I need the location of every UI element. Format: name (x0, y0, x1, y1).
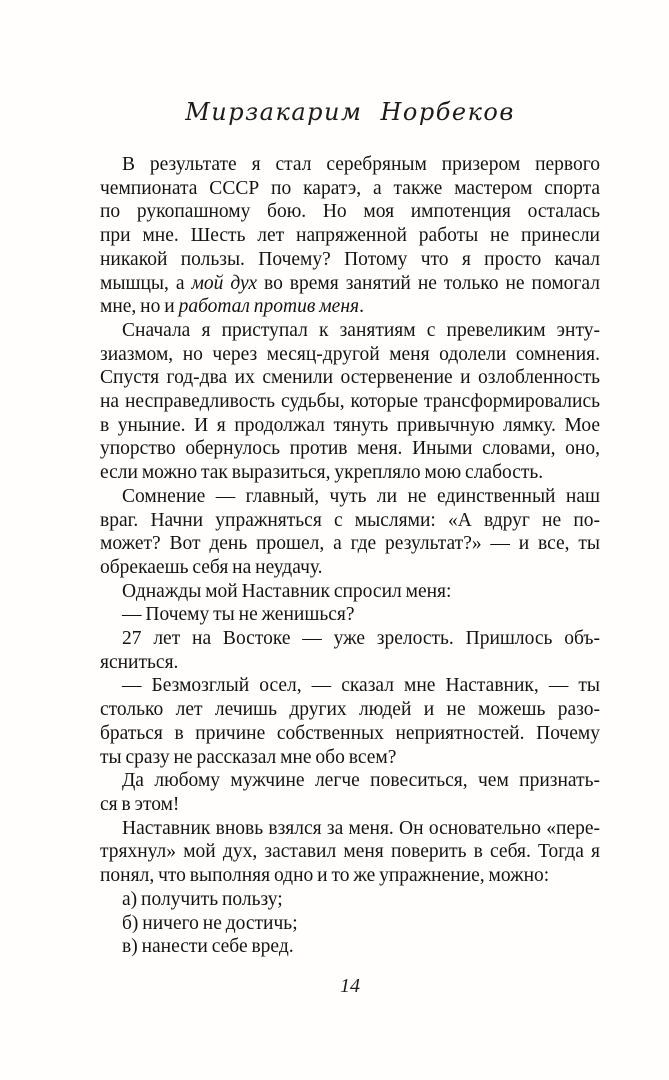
text-line (100, 153, 600, 177)
text-line (100, 224, 600, 248)
text-segment: при мне. Шесть лет напряженной работы не принесли (100, 225, 600, 247)
text-line (100, 746, 600, 770)
text-segment: понял, что выполняя одно и то же упражнение, можно: (100, 865, 550, 887)
text-segment: ты сразу не рассказал мне обо всем? (100, 746, 397, 768)
text-line (100, 840, 600, 864)
text-line (100, 319, 600, 343)
text-segment: столько лет лечишь других людей и не можешь разо- (100, 699, 600, 721)
text-segment: тряхнул» мой дух, заставил меня поверить в себя. Тогда я (100, 841, 600, 863)
text-line (100, 864, 600, 888)
text-line (100, 414, 600, 438)
text-segment: Да любому мужчине легче повеситься, чем признать- (122, 770, 600, 792)
text-segment: если можно так выразиться, укрепляло мою слабость. (100, 462, 544, 484)
text-line (100, 935, 600, 959)
text-line (100, 390, 600, 414)
text-segment: Сначала я приступал к занятиям с превеликим энту- (122, 319, 600, 341)
page-number: 14 (340, 975, 360, 997)
text-line (100, 793, 600, 817)
text-line (100, 580, 600, 604)
text-segment: никакой пользы. Почему? Потому что я просто качал (100, 248, 600, 270)
text-segment: ясниться. (100, 651, 179, 673)
text-segment: мышцы, а (100, 272, 192, 294)
text-segment: упорство обернулось против меня. Иными словами, оно, (100, 438, 600, 460)
text-line (100, 532, 600, 556)
text-line (100, 674, 600, 698)
text-segment: в уныние. И я продолжал тянуть привычную лямку. Мое (100, 414, 600, 436)
emphasized-text: мой дух (191, 272, 258, 294)
text-segment: б) ничего не достичь; (122, 912, 298, 934)
text-segment: может? Вот день прошел, а где результат?» — и все, ты (100, 533, 600, 555)
text-line (100, 461, 600, 485)
text-segment: зиазмом, но через месяц-другой меня одолели сомнения. (100, 343, 600, 365)
body-text (100, 153, 600, 959)
text-line (100, 912, 600, 936)
text-line (100, 769, 600, 793)
text-line (100, 437, 600, 461)
text-line (100, 295, 600, 319)
text-segment: — Почему ты не женишься? (122, 604, 355, 626)
text-segment: — Безмозглый осел, — сказал мне Наставник, — ты (122, 675, 600, 697)
text-segment: на несправедливость судьбы, которые трансформировались (100, 391, 600, 413)
text-segment: браться в причине собственных неприятностей. Почему (100, 722, 600, 744)
text-line (100, 651, 600, 675)
text-segment: враг. Начни упражняться с мыслями: «А вдруг не по- (100, 509, 600, 531)
text-segment: . (359, 296, 364, 318)
text-line (100, 343, 600, 367)
text-line (100, 248, 600, 272)
text-segment: Однажды мой Наставник спросил меня: (122, 580, 452, 602)
text-line (100, 698, 600, 722)
text-segment: ся в этом! (100, 793, 180, 815)
text-segment: 27 лет на Востоке — уже зрелость. Пришлось объ- (122, 628, 600, 650)
text-line (100, 177, 600, 201)
text-line (100, 485, 600, 509)
text-line (100, 817, 600, 841)
text-segment: а) получить пользу; (122, 888, 283, 910)
text-line (100, 509, 600, 533)
text-line (100, 888, 600, 912)
text-segment: Сомнение — главный, чуть ли не единственный наш (122, 485, 600, 507)
text-line (100, 627, 600, 651)
emphasized-text: работал против меня (178, 296, 360, 318)
text-segment: чемпионата СССР по каратэ, а также мастером спорта (100, 177, 600, 199)
text-segment: в) нанести себе вред. (122, 936, 294, 958)
text-segment: мне, но и (100, 296, 179, 318)
author-header: Мирзакарим Норбеков (185, 98, 515, 126)
text-segment: Спустя год-два их сменили остервенение и озлобленность (100, 367, 600, 389)
text-segment: во время занятий не только не помогал (257, 272, 600, 294)
text-line (100, 722, 600, 746)
text-segment: по рукопашному бою. Но моя импотенция осталась (100, 201, 600, 223)
text-segment: обрекаешь себя на неудачу. (100, 556, 323, 578)
text-line (100, 366, 600, 390)
text-segment: В результате я стал серебряным призером первого (122, 154, 600, 175)
text-line (100, 272, 600, 296)
text-line (100, 603, 600, 627)
text-line (100, 556, 600, 580)
text-line (100, 200, 600, 224)
text-segment: Наставник вновь взялся за меня. Он основательно «пере- (122, 817, 600, 839)
